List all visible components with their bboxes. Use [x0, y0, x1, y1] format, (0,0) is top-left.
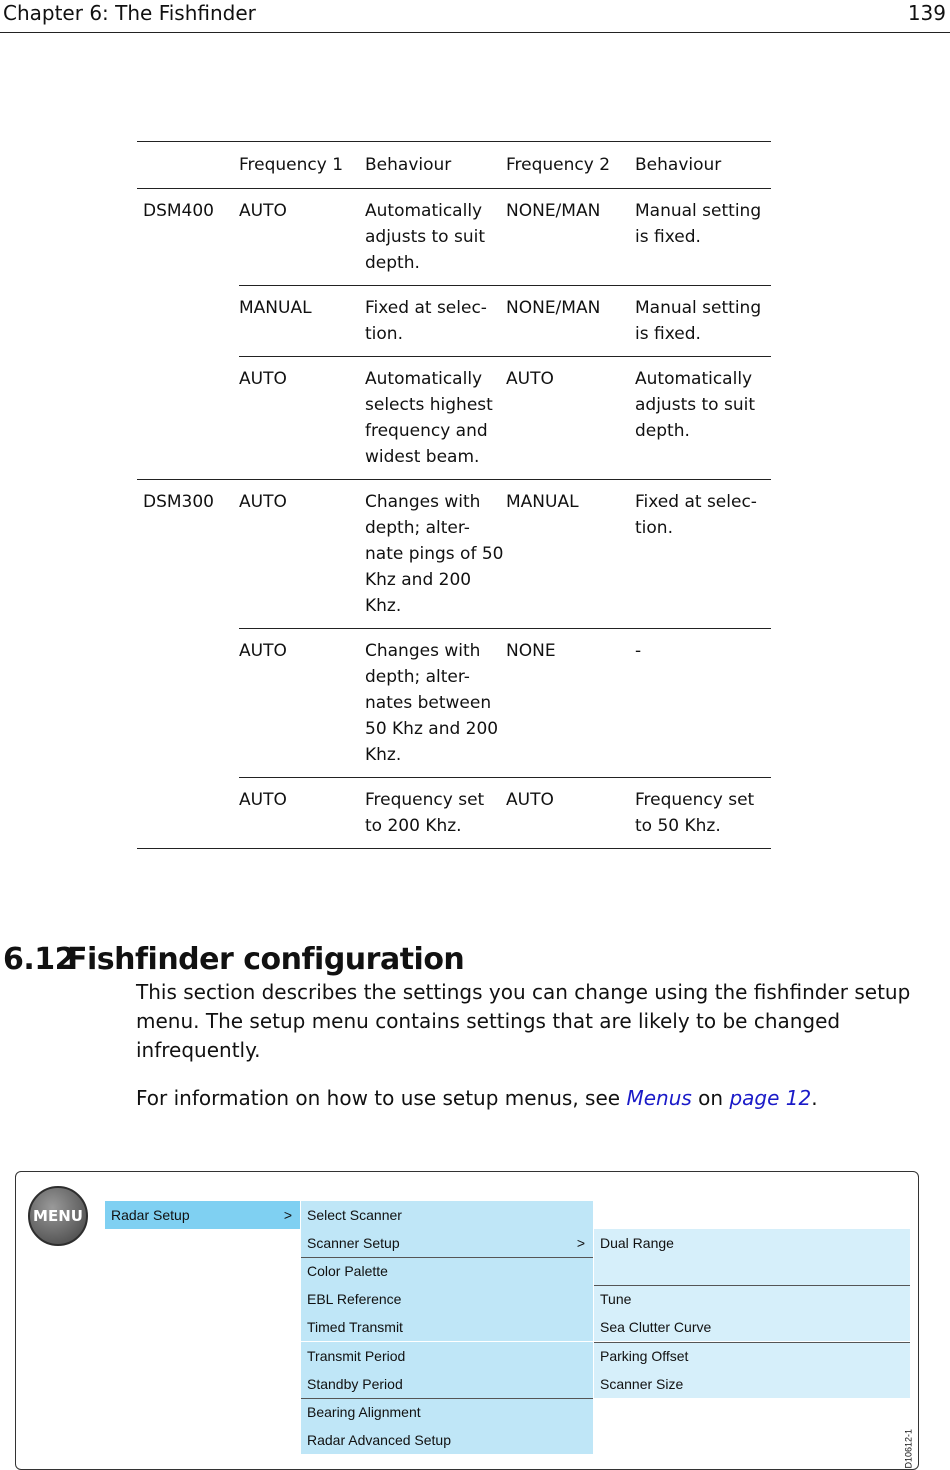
intro-paragraph: This section describes the settings you can change using the fishfinder setup menu. The setup menu contains settings that are likely to be changed infrequently.	[136, 980, 911, 1062]
menu-divider	[594, 1342, 910, 1343]
reference-text: on	[691, 1086, 730, 1110]
menu-item-ebl-reference[interactable]	[301, 1285, 593, 1313]
table-row	[137, 189, 771, 286]
table-cell: Automatically selects highest frequency and widest beam.	[365, 357, 506, 480]
page-header	[0, 0, 950, 33]
table-cell: AUTO	[239, 629, 365, 778]
table-header-row	[137, 142, 771, 189]
menu-button[interactable]: MENU	[28, 1186, 88, 1246]
table-header-cell	[137, 142, 239, 189]
menu-item-label: Transmit Period	[307, 1348, 406, 1364]
table-cell: DSM400	[143, 201, 214, 221]
table-row	[137, 480, 771, 629]
menu-item-radar-advanced-setup[interactable]	[301, 1426, 593, 1454]
menu-item-color-palette[interactable]	[301, 1257, 593, 1285]
table-cell: Frequency set to 200 Khz.	[365, 778, 506, 849]
menu-divider	[594, 1285, 910, 1286]
menu-item-label: Parking Offset	[600, 1348, 689, 1364]
table-cell: NONE/MAN	[506, 286, 635, 357]
menu-item-label: EBL Reference	[307, 1291, 402, 1307]
table-cell: DSM300	[143, 492, 214, 512]
table-cell: AUTO	[239, 480, 365, 629]
table-cell: Fixed at selec-tion.	[365, 286, 506, 357]
menu-item-transmit-period[interactable]	[301, 1342, 593, 1370]
table-cell: NONE/MAN	[506, 189, 635, 286]
table-cell: Automatically adjusts to suit depth.	[635, 357, 771, 480]
table-cell: AUTO	[239, 357, 365, 480]
table-cell: AUTO	[239, 778, 365, 849]
table-cell: Manual setting is fixed.	[635, 189, 771, 286]
menu-item-label: Scanner Setup	[307, 1235, 400, 1251]
submenu-arrow-icon: >	[576, 1235, 585, 1251]
menu-divider	[301, 1257, 593, 1258]
menu-item-scanner-size[interactable]	[594, 1370, 910, 1398]
menu-item-scanner-setup[interactable]	[301, 1229, 593, 1257]
menu-item-label: Tune	[600, 1291, 632, 1307]
table-row	[137, 357, 771, 480]
table-header-cell: Behaviour	[365, 142, 506, 189]
table-cell	[137, 629, 239, 778]
menu-item-label: Scanner Size	[600, 1376, 684, 1392]
table-cell	[137, 286, 239, 357]
menu-item-label: Select Scanner	[307, 1207, 402, 1223]
menu-item-label: Bearing Alignment	[307, 1404, 421, 1420]
menu-item-tune[interactable]	[594, 1285, 910, 1313]
reference-paragraph	[136, 1084, 946, 1113]
table-cell: NONE	[506, 629, 635, 778]
table-cell: Automatically adjusts to suit depth.	[365, 189, 506, 286]
menu-item-label: Radar Setup	[111, 1207, 190, 1223]
table-cell: Frequency set to 50 Khz.	[635, 778, 771, 849]
table-cell: AUTO	[506, 778, 635, 849]
section-number: 6.12	[3, 942, 76, 977]
chapter-title: Chapter 6: The Fishfinder	[3, 1, 256, 25]
table-header-cell: Frequency 1	[239, 142, 365, 189]
menu-item-label: Standby Period	[307, 1376, 403, 1392]
figure-id: D10612-1	[904, 1429, 914, 1469]
table-cell: Fixed at selec-tion.	[635, 480, 771, 629]
table-cell: Manual setting is fixed.	[635, 286, 771, 357]
section-title: Fishfinder configuration	[67, 942, 465, 977]
table-cell: AUTO	[239, 189, 365, 286]
menu-item-dual-range[interactable]	[594, 1229, 910, 1285]
menu-divider	[301, 1398, 593, 1399]
page-link[interactable]: page 12	[729, 1086, 812, 1110]
menu-item-parking-offset[interactable]	[594, 1342, 910, 1370]
submenu-arrow-icon: >	[283, 1207, 292, 1223]
menu-item-label: Timed Transmit	[307, 1319, 403, 1335]
menu-item-sea-clutter-curve[interactable]	[594, 1313, 910, 1341]
table-cell: MANUAL	[239, 286, 365, 357]
table-cell: AUTO	[506, 357, 635, 480]
section-heading	[3, 942, 464, 977]
menu-item-standby-period[interactable]	[301, 1370, 593, 1398]
table-cell: -	[635, 629, 771, 778]
menu-item-label: Sea Clutter Curve	[600, 1319, 712, 1335]
frequency-behaviour-table	[137, 141, 771, 849]
table-cell: Changes with depth; alter-nates between 50 Khz and 200 Khz.	[365, 629, 506, 778]
menu-item-label: Color Palette	[307, 1263, 388, 1279]
menu-item-radar-setup[interactable]	[105, 1201, 300, 1229]
setup-menu-diagram	[15, 1171, 919, 1470]
menu-item-select-scanner[interactable]	[301, 1201, 593, 1229]
menu-item-bearing-alignment[interactable]	[301, 1398, 593, 1426]
table-row	[137, 629, 771, 778]
menus-link[interactable]: Menus	[626, 1086, 692, 1110]
table-header-cell: Frequency 2	[506, 142, 635, 189]
page-number: 139	[907, 1, 946, 25]
table-header-cell: Behaviour	[635, 142, 771, 189]
reference-text: .	[811, 1086, 818, 1110]
table-row	[137, 286, 771, 357]
table-cell: Changes with depth; alter-nate pings of 50 Khz and 200 Khz.	[365, 480, 506, 629]
table-row	[137, 778, 771, 849]
menu-item-timed-transmit[interactable]	[301, 1313, 593, 1341]
table-cell: MANUAL	[506, 480, 635, 629]
menu-item-label: Dual Range	[600, 1235, 674, 1251]
reference-text: For information on how to use setup menus, see	[136, 1086, 627, 1110]
menu-item-label: Radar Advanced Setup	[307, 1432, 451, 1448]
table-cell	[137, 778, 239, 849]
table-cell	[137, 357, 239, 480]
